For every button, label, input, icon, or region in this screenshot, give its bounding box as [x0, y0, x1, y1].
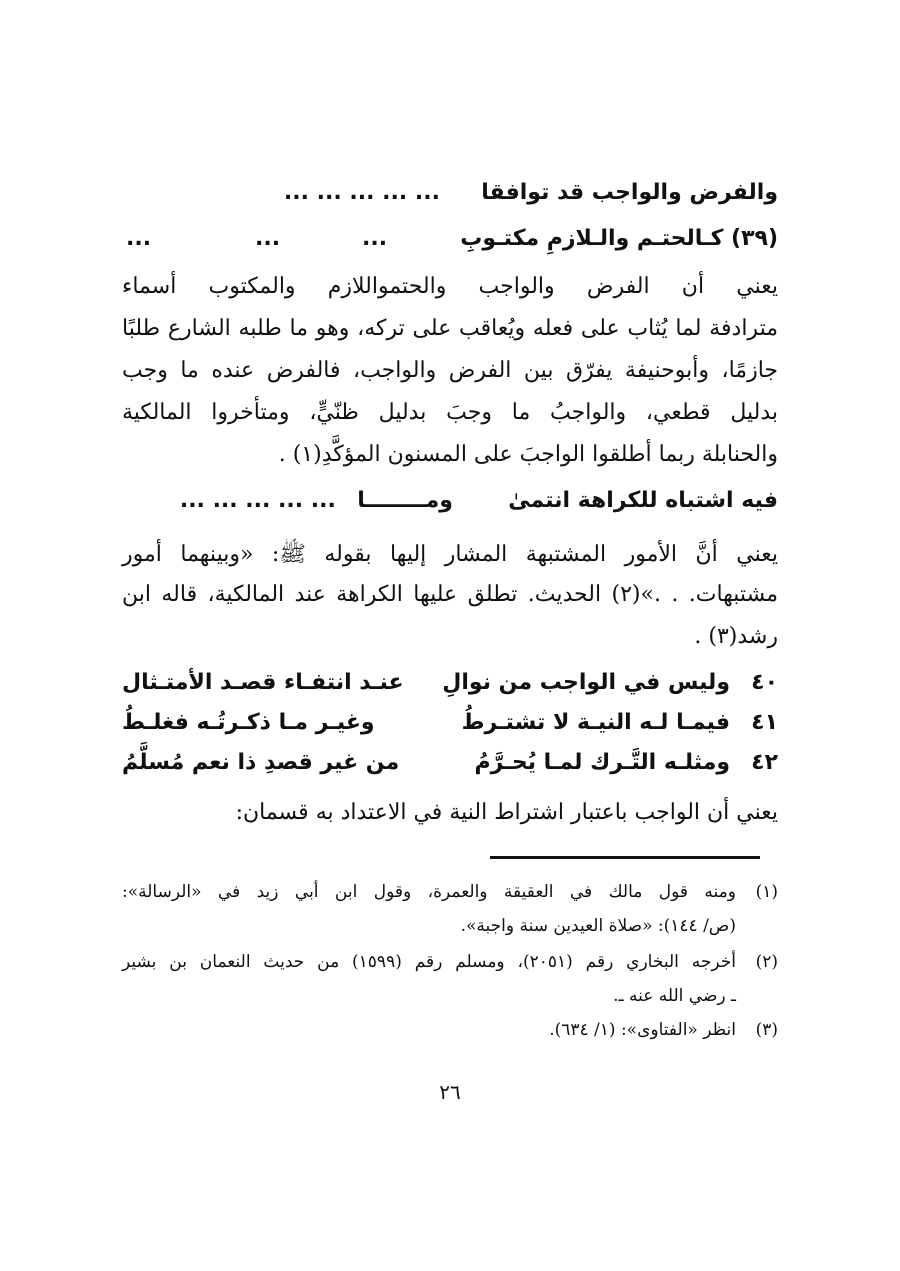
footnote-text: (ص/ ١٤٤): «صلاة العيدين سنة واجبة». — [460, 916, 736, 936]
page-number: ٢٦ — [439, 1080, 461, 1104]
verse-39-line1 — [284, 180, 778, 205]
verse-39-line2-dots-a: ... — [362, 226, 388, 251]
verse-mid — [180, 488, 778, 513]
verse-39-line1-dots: ... ... ... ... ... — [283, 180, 440, 205]
footnote-number: (٢) — [755, 952, 778, 972]
poem-line-number: ٤١ — [751, 710, 778, 735]
verse-39-line1-text: والفرض والواجب قد توافقا — [481, 180, 778, 205]
para1-line5: والحنابلة ربما أطلقوا الواجبَ على المسنون المؤكَّدِ(١) . — [278, 442, 778, 467]
footnote-separator — [490, 856, 760, 859]
poem-hemistich-second: عنـد انتفـاء قصـد الأمتـثال — [122, 670, 404, 695]
poem-hemistich-second: وغيـر مـا ذكـرتُـه فغلـطُ — [122, 710, 375, 735]
para2-line2: مشتبهات. . .»(٢) الحديث. تطلق عليها الكراهة عند المالكية، قاله ابن — [122, 582, 778, 607]
poem-hemistich-first: ومثلـه التَّـرك لمـا يُحـرَّمُ — [474, 750, 730, 775]
footnote-number: (١) — [755, 882, 778, 902]
poem-line-number: ٤٠ — [751, 670, 778, 695]
para2-line3: رشد(٣) . — [694, 624, 778, 649]
verse-mid-part: ومــــــــا — [357, 488, 453, 513]
para2-line1: يعني أنَّ الأمور المشتبهة المشار إليها بقوله ﷺ: «وبينهما أمور — [122, 542, 778, 567]
footnote-1 — [122, 882, 778, 906]
verse-39-line2-text: (٣٩) كـالحتـم والـلازمِ مكتـوبِ — [460, 226, 778, 251]
footnote-1-cont — [122, 916, 778, 940]
para1-line1: يعني أن الفرض والواجب والحتمواللازم والمكتوب أسماء — [122, 274, 778, 299]
verse-mid-text: فيه اشتباه للكراهة انتمىٰ — [508, 488, 778, 513]
poem-hemistich-second: من غير قصدِ ذا نعم مُسلَّمُ — [122, 750, 400, 775]
footnote-text: ومنه قول مالك في العقيقة والعمرة، وقول ابن أبي زيد في «الرسالة»: — [122, 882, 736, 902]
footnote-text: أخرجه البخاري رقم (٢٠٥١)، ومسلم رقم (١٥٩٩) من حديث النعمان بن بشير — [122, 952, 736, 972]
para3: يعني أن الواجب باعتبار اشتراط النية في الاعتداد به قسمان: — [235, 800, 778, 825]
para1-line4: بدليل قطعي، والواجبُ ما وجبَ بدليل ظنّيٍّ، ومتأخروا المالكية — [122, 400, 778, 425]
para1-line3: جازمًا، وأبوحنيفة يفرّق بين الفرض والواجب، فالفرض عنده ما وجب — [122, 358, 778, 383]
footnote-2 — [122, 952, 778, 976]
verse-mid-dots: ... ... ... ... ... — [179, 488, 336, 513]
footnote-3 — [122, 1020, 778, 1044]
poem-hemistich-first: فيمـا لـه النيـة لا تشتـرطُ — [461, 710, 730, 735]
para1-line2: مترادفة لما يُثاب على فعله ويُعاقب على تركه، وهو ما طلبه الشارع طلبًا — [122, 316, 778, 341]
footnote-text: انظر «الفتاوى»: (١/ ٦٣٤). — [549, 1020, 736, 1040]
poem-line-number: ٤٢ — [751, 750, 778, 775]
poem-hemistich-first: وليس في الواجب من نوالِ — [442, 670, 730, 695]
footnote-2-cont — [122, 986, 778, 1010]
verse-39-line2-dots-c: ... — [126, 226, 152, 251]
footnote-number: (٣) — [755, 1020, 778, 1040]
verse-39-line2-dots-b: ... — [255, 226, 281, 251]
footnote-text: ـ رضي الله عنه ـ. — [613, 986, 736, 1006]
verse-39-line2 — [460, 226, 778, 251]
